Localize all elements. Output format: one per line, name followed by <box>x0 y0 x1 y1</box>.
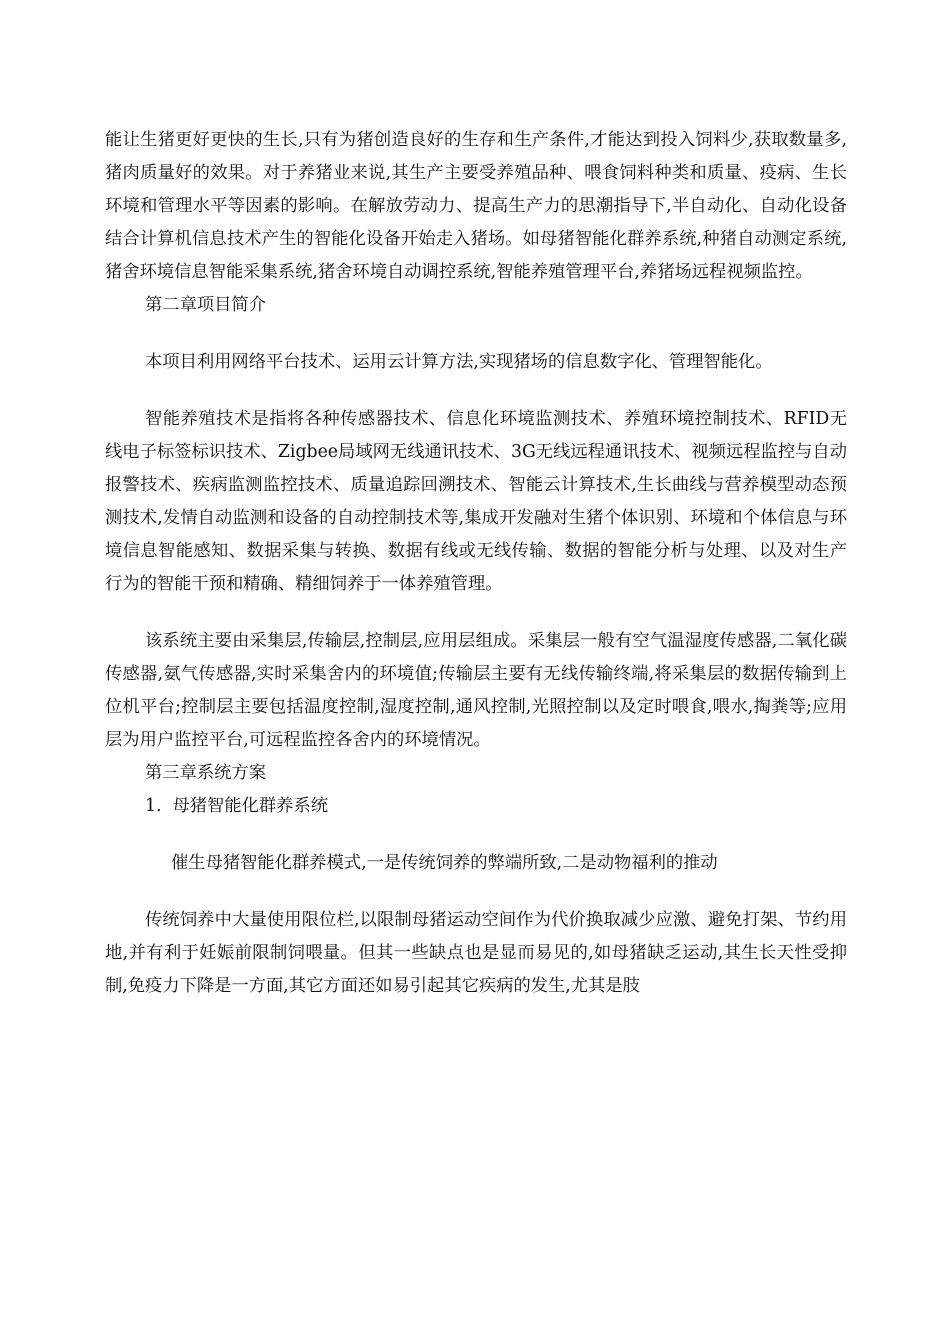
paragraph-system-layers: 该系统主要由采集层,传输层,控制层,应用层组成。采集层一般有空气温湿度传感器,二氧化碳传感器,氨气传感器,实时采集舍内的环境值;传输层主要有无线传输终端,将采集层的数据传输到上位机平台;控制层主要包括温度控制,湿度控制,通风控制,光照控制以及定时喂食,喂水,掏粪等;应用层为用户监控平台,可远程监控各舍内的环境情况。 <box>105 631 847 750</box>
document-body <box>105 124 847 1003</box>
paragraph-traditional-feeding: 传统饲养中大量使用限位栏,以限制母猪运动空间作为代价换取减少应激、避免打架、节约用地,并有利于妊娠前限制饲喂量。但其一些缺点也是显而易见的,如母猪缺乏运动,其生长天性受抑制,免疫力下降是一方面,其它方面还如易引起其它疾病的发生,尤其是肢 <box>105 910 847 996</box>
paragraph-intro-continued: 能让生猪更好更快的生长,只有为猪创造良好的生存和生产条件,才能达到投入饲料少,获取数量多,猪肉质量好的效果。对于养猪业来说,其生产主要受养殖品种、喂食饲料种类和质量、疫病、生长环境和管理水平等因素的影响。在解放劳动力、提高生产力的思潮指导下,半自动化、自动化设备结合计算机信息技术产生的智能化设备开始走入猪场。如母猪智能化群养系统,种猪自动测定系统,猪舍环境信息智能采集系统,猪舍环境自动调控系统,智能养殖管理平台,养猪场远程视频监控。 <box>105 130 847 282</box>
paragraph-smart-farming-technology: 智能养殖技术是指将各种传感器技术、信息化环境监测技术、养殖环境控制技术、RFID无线电子标签标识技术、Zigbee局域网无线通讯技术、3G无线远程通讯技术、视频远程监控与自动报警技术、疾病监测监控技术、质量追踪回溯技术、智能云计算技术,生长曲线与营养模型动态预测技术,发情自动监测和设备的自动控制技术等,集成开发融对生猪个体识别、环境和个体信息与环境信息智能感知、数据采集与转换、数据有线或无线传输、数据的智能分析与处理、以及对生产行为的智能干预和精确、精细饲养于一体养殖管理。 <box>105 409 847 594</box>
paragraph-project-summary: 本项目利用网络平台技术、运用云计算方法,实现猪场的信息数字化、管理智能化。 <box>145 352 773 372</box>
chapter-3-heading: 第三章系统方案 <box>145 763 266 783</box>
section-1-heading: 1. 母猪智能化群养系统 <box>145 796 329 816</box>
chapter-2-heading: 第二章项目简介 <box>145 295 266 315</box>
paragraph-group-housing-motivation: 催生母猪智能化群养模式,一是传统饲养的弊端所致,二是动物福利的推动 <box>171 853 718 873</box>
